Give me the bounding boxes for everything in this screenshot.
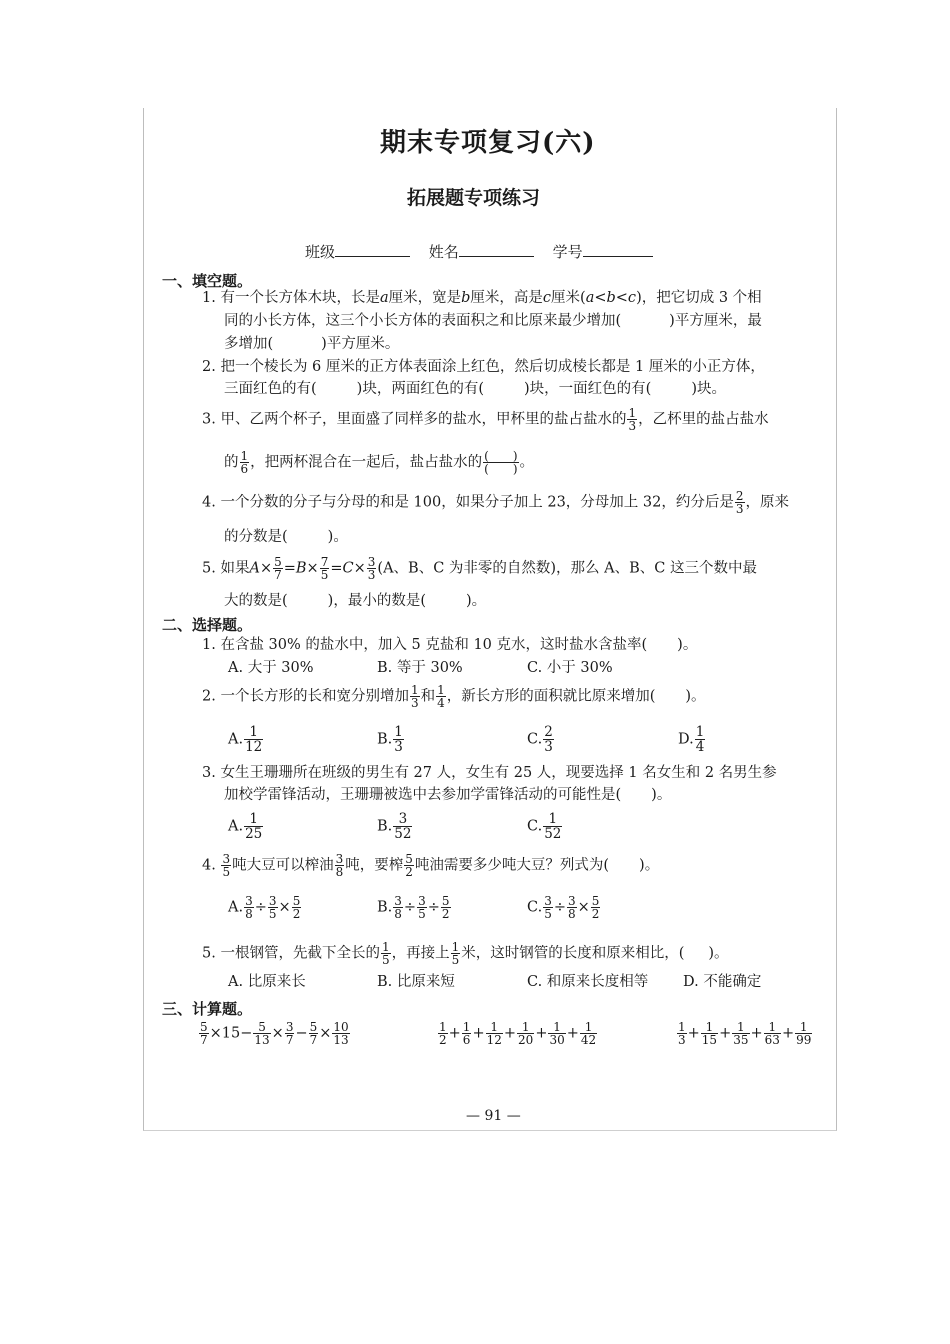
text: 如果 [220,560,250,577]
text: 一根钢管，先截下全长的 [220,945,380,962]
text: )。 [466,593,487,609]
fraction: $\frac{5}{2}$ [292,894,301,921]
fraction: $\frac{1}{6}$ [240,449,249,476]
text: 厘米( [551,290,586,306]
text: ，原来 [745,494,789,511]
text: ，再接上 [391,945,450,962]
text: )块。 [691,381,726,397]
equals-sign: = [283,560,296,577]
fraction: $\frac{3}{5}$ [268,894,277,921]
fraction: $\frac{1}{3}$ [410,683,419,710]
s1-q2-line2 [224,380,726,398]
fraction: $\frac{1}{42}$ [580,1020,597,1047]
text: )平方厘米，最 [669,313,762,329]
class-label: 班级 [305,243,336,261]
s2-q4-option-a[interactable]: A. $\frac{3}{8}$ ÷ $\frac{3}{5}$ × $\frac{5}{2}$ [228,894,301,921]
s2-q2-option-c[interactable]: C. $\frac{2}{3}$ [527,724,553,755]
fraction: $\frac{5}{7}$ [274,555,282,582]
fraction: $\frac{3}{52}$ [394,811,412,842]
fraction: $\frac{1}{20}$ [518,1020,534,1047]
var-A: A [249,560,260,577]
fraction: $\frac{2}{3}$ [544,724,553,755]
fraction: $\frac{3}{8}$ [335,852,344,879]
text: 米，这时钢管的长度和原来相比，( [461,945,685,962]
s2-q5-option-d[interactable]: D. 不能确定 [683,974,762,990]
question-number: 2. [202,359,216,375]
question-number: 4. [202,494,216,511]
fraction: $\frac{3}{8}$ [245,894,253,921]
text: )块，两面红色的有( [356,381,484,397]
text: ，新长方形的面积就比原来增加( [446,688,656,705]
s1-q3-line2 [224,450,534,475]
s2-q4-option-c[interactable]: C. $\frac{3}{5}$ ÷ $\frac{3}{8}$ × $\frac{5}{2}$ [527,894,600,921]
fraction: $\frac{1}{15}$ [701,1020,718,1047]
fraction: $\frac{5}{2}$ [591,894,600,921]
text: 吨大豆可以榨油 [232,857,334,874]
s1-q4-line2 [224,528,348,546]
fraction: $\frac{3}{5}$ [222,852,231,879]
class-blank[interactable] [335,242,410,257]
text: 的 [224,454,239,471]
fraction: $\frac{10}{13}$ [333,1020,349,1047]
fraction: $\frac{2}{3}$ [735,489,744,516]
s1-q2-line1 [202,358,765,376]
s2-q5-option-a[interactable]: A. 比原来长 [228,974,306,990]
section-heading-fill-blank: 一、填空题。 [162,272,253,290]
number-label: 学号 [552,243,583,261]
text: 把一个棱长为 6 厘米的正方体表面涂上红色，然后切成棱长都是 1 厘米的小正方体， [220,359,765,375]
text: 厘米，高是 [470,290,543,306]
question-number: 5. [202,560,216,577]
fraction: $\frac{1}{5}$ [381,940,390,967]
fraction: $\frac{1}{6}$ [462,1020,471,1047]
s2-q5-stem [202,941,729,966]
calc-expression-2: $\frac{1}{2}$ + $\frac{1}{6}$ + $\frac{1}{12}$ + $\frac{1}{20}$ + $\frac{1}{30}$ + $\frac{1}{42}$ [439,1020,597,1047]
fraction: $\frac{1}{5}$ [451,940,460,967]
student-info-row [305,242,653,261]
s1-q4-line1 [202,490,789,515]
fraction: $\frac{3}{8}$ [567,894,576,921]
s2-q3-line1 [202,764,777,782]
s2-q2-option-b[interactable]: B. $\frac{1}{3}$ [377,724,403,755]
s2-q3-line2 [224,786,671,804]
text: ，把两杯混合在一起后，盐占盐水的 [250,454,483,471]
text: 在含盐 30% 的盐水中，加入 5 克盐和 10 克水，这时盐水含盐率( [220,637,648,653]
text: )。 [677,637,698,653]
s1-q1-line2 [224,312,762,330]
question-number: 3. [202,765,216,781]
fraction: $\frac{1}{4}$ [437,683,445,710]
s2-q1-stem [202,636,697,654]
page-subtitle: 拓展题专项练习 [407,187,541,209]
s2-q4-option-b[interactable]: B. $\frac{3}{8}$ ÷ $\frac{3}{5}$ ÷ $\frac{5}{2}$ [377,894,450,921]
text: )，把它切成 3 个相 [636,290,762,306]
text: 一个分数的分子与分母的和是 100，如果分子加上 23，分母加上 32，约分后是 [220,494,734,511]
fraction: $\frac{5}{7}$ [309,1020,318,1047]
s1-q3-line1 [202,407,769,432]
text: )平方厘米。 [321,336,400,352]
fraction: $\frac{1}{35}$ [733,1020,749,1047]
page-number: — 91 — [466,1108,521,1124]
text: 厘米，宽是 [388,290,462,306]
text: 有一个长方体木块，长是 [220,290,380,306]
s2-q2-option-a[interactable]: A. $\frac{1}{12}$ [228,724,263,755]
fraction: $\frac{3}{5}$ [544,894,552,921]
text: )。 [639,857,660,874]
section-heading-choice: 二、选择题。 [162,616,253,634]
s1-q1-line1 [202,289,762,307]
text: )。 [685,688,706,705]
text: )。 [651,787,672,803]
s2-q1-option-a[interactable]: A. 大于 30% [228,660,314,676]
var-c: c [542,290,552,306]
s2-q3-option-b[interactable]: B. $\frac{3}{52}$ [377,811,412,842]
var-C: C [342,560,354,577]
times-sign: × [259,560,273,577]
number-blank[interactable] [583,242,653,257]
text: 吨油需要多少吨大豆？列式为( [414,857,610,874]
times-sign: × [353,560,366,577]
text: 多增加( [224,336,274,352]
question-number: 1. [202,637,216,653]
fraction: $\frac{1}{30}$ [549,1020,565,1047]
fraction: $\frac{7}{5}$ [320,555,329,582]
text: 三面红色的有( [224,381,317,397]
question-number: 4. [202,857,216,874]
fraction: $\frac{1}{4}$ [695,724,705,755]
fraction: $\frac{3}{8}$ [394,894,402,921]
fraction: $\frac{1}{3}$ [678,1020,686,1047]
text: 甲、乙两个杯子，里面盛了同样多的盐水，甲杯里的盐占盐水的 [220,411,627,428]
fraction: $\frac{1}{63}$ [764,1020,780,1047]
name-blank[interactable] [459,242,534,257]
text: )，最小的数是( [327,593,426,609]
fraction: $\frac{5}{2}$ [405,852,413,879]
calc-expression-1: $\frac{5}{7}$ ×15− $\frac{5}{13}$ × $\frac{3}{7}$ − $\frac{5}{7}$ × $\frac{10}{13}$ [200,1020,349,1047]
text: 的分数是( [224,529,288,545]
text: 一个长方形的长和宽分别增加 [220,688,409,705]
text: (A、B、C 为非零的自然数)，那么 A、B、C 这三个数中最 [377,560,757,577]
question-number: 5. [202,945,216,962]
s2-q4-stem [202,853,659,878]
fraction: $\frac{1}{12}$ [486,1020,502,1047]
var-B: B [295,560,307,577]
question-number: 1. [202,290,216,306]
fraction: $\frac{1}{2}$ [439,1020,447,1047]
s1-q5-line2 [224,592,486,610]
name-label: 姓名 [428,243,459,261]
s1-q5-line1 [202,556,757,581]
question-number: 2. [202,688,216,705]
section-heading-calculation: 三、计算题。 [162,1000,253,1018]
fraction: $\frac{1}{25}$ [245,811,263,842]
text: )。 [327,529,348,545]
fraction: $\frac{5}{13}$ [254,1020,270,1047]
s2-q3-option-c[interactable]: C. $\frac{1}{52}$ [527,811,562,842]
text: 吨，要榨 [345,857,404,874]
s2-q3-option-a[interactable]: A. $\frac{1}{25}$ [228,811,263,842]
s2-q1-option-c[interactable]: C. 小于 30% [527,660,613,676]
fraction: $\frac{1}{3}$ [394,724,403,755]
s2-q2-stem [202,684,706,709]
s1-q1-line3 [224,335,399,353]
text: )。 [708,945,729,962]
text: ，乙杯里的盐占盐水 [638,411,769,428]
fraction: $\frac{1}{12}$ [245,724,263,755]
fraction: $\frac{5}{7}$ [200,1020,208,1047]
text: 大的数是( [224,593,288,609]
text: 加校学雷锋活动，王珊珊被选中去参加学雷锋活动的可能性是( [224,787,622,803]
question-number: 3. [202,411,216,428]
text: )块，一面红色的有( [524,381,652,397]
text: 女生王珊珊所在班级的男生有 27 人，女生有 25 人，现要选择 1 名女生和 2 名男生参 [220,765,777,781]
s2-q5-option-b[interactable]: B. 比原来短 [377,974,455,990]
var-a: a [379,290,389,306]
fraction: $\frac{3}{7}$ [285,1020,294,1047]
text: 和 [420,688,436,705]
s2-q2-option-d[interactable]: D. $\frac{1}{4}$ [678,724,705,755]
times-sign: × [306,560,319,577]
fraction: $\frac{1}{52}$ [544,811,562,842]
fraction: $\frac{3}{3}$ [367,555,376,582]
s2-q1-option-b[interactable]: B. 等于 30% [377,660,463,676]
fraction: $\frac{5}{2}$ [441,894,450,921]
calc-expression-3: $\frac{1}{3}$ + $\frac{1}{15}$ + $\frac{1}{35}$ + $\frac{1}{63}$ + $\frac{1}{99}$ [678,1020,812,1047]
fraction: $\frac{1}{3}$ [628,406,637,433]
var-b: b [461,290,471,306]
page-title: 期末专项复习(六) [380,128,596,158]
answer-fraction-blank[interactable]: $\frac{( )}{( )}$ [484,449,518,476]
equals-sign: = [330,560,343,577]
text: 同的小长方体，这三个小长方体的表面积之和比原来最少增加( [224,313,622,329]
s2-q5-option-c[interactable]: C. 和原来长度相等 [527,974,649,990]
inequality: a<b<c [585,290,637,306]
fraction: $\frac{3}{5}$ [418,894,426,921]
fraction: $\frac{1}{99}$ [796,1020,812,1047]
text: 。 [519,454,535,471]
